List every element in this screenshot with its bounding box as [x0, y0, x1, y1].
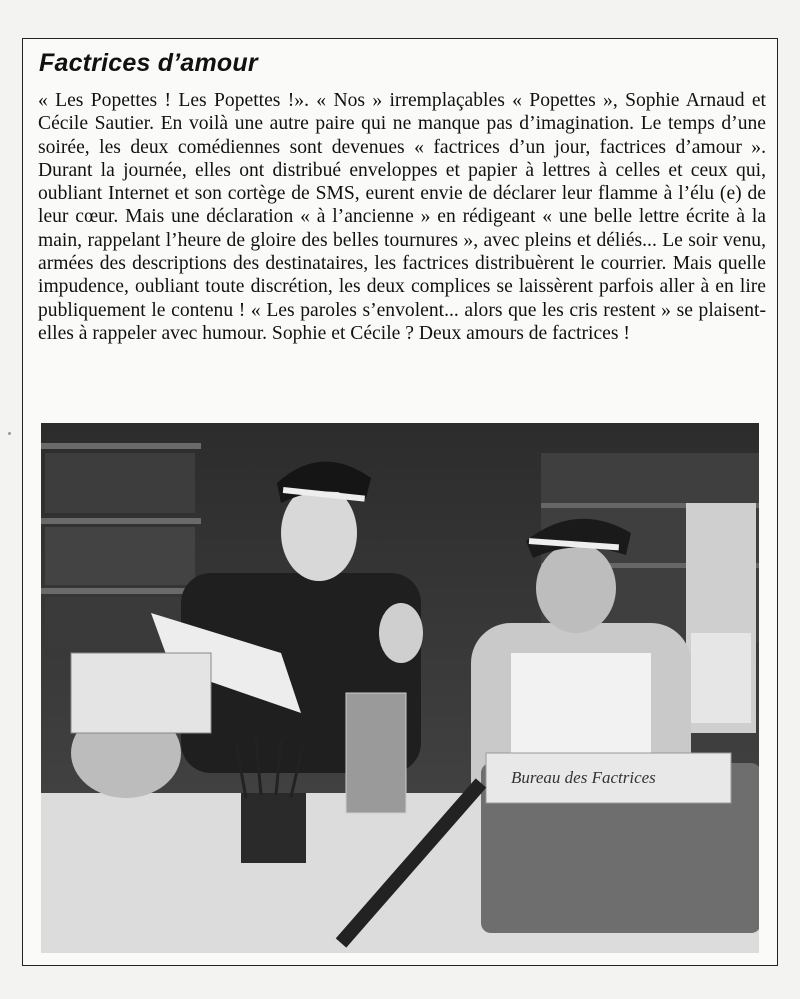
photo-illustration — [41, 423, 759, 953]
article-body: « Les Popettes ! Les Popettes !». « Nos » irremplaçables « Popettes », Sophie Arnaud et Cécile Sautier. En voilà une autre paire qui ne manque pas d’imagination. Le temps d’une soirée, les deux comédiennes sont devenues « factrices d’un jour, factrices d’amour ». Durant la journée, elles ont distribué enveloppes et papier à lettres à celles et ceux qui, oubliant Internet et son cortège de SMS, eurent envie de déclarer leur flamme à l’élu (e) de leur cœur. Mais une déclaration « à l’ancienne » en rédigeant « une belle lettre écrite à la main, rappelant l’heure de gloire des belles tournures », avec pleins et déliés... Le soir venu, armées des descriptions des destinataires, les factrices distribuèrent le courrier. Mais quelle impudence, oubliant toute discrétion, les deux complices se laissèrent parfois aller à en lire publiquement le contenu ! « Les paroles s’envolent... alors que les cris restent » se plaisent-elles à rappeler avec humour. Sophie et Cécile ? Deux amours de factrices ! — [38, 90, 766, 344]
article-photo — [41, 423, 759, 953]
article-headline: Factrices d’amour — [39, 49, 258, 77]
book — [346, 693, 406, 813]
picture-frame — [71, 653, 211, 733]
scan-speck — [8, 432, 11, 435]
newspaper-article — [22, 38, 778, 966]
pencil-pot — [241, 793, 306, 863]
bookshelf-left — [41, 443, 201, 647]
satchel-sign-text: Bureau des Factrices — [511, 768, 656, 787]
